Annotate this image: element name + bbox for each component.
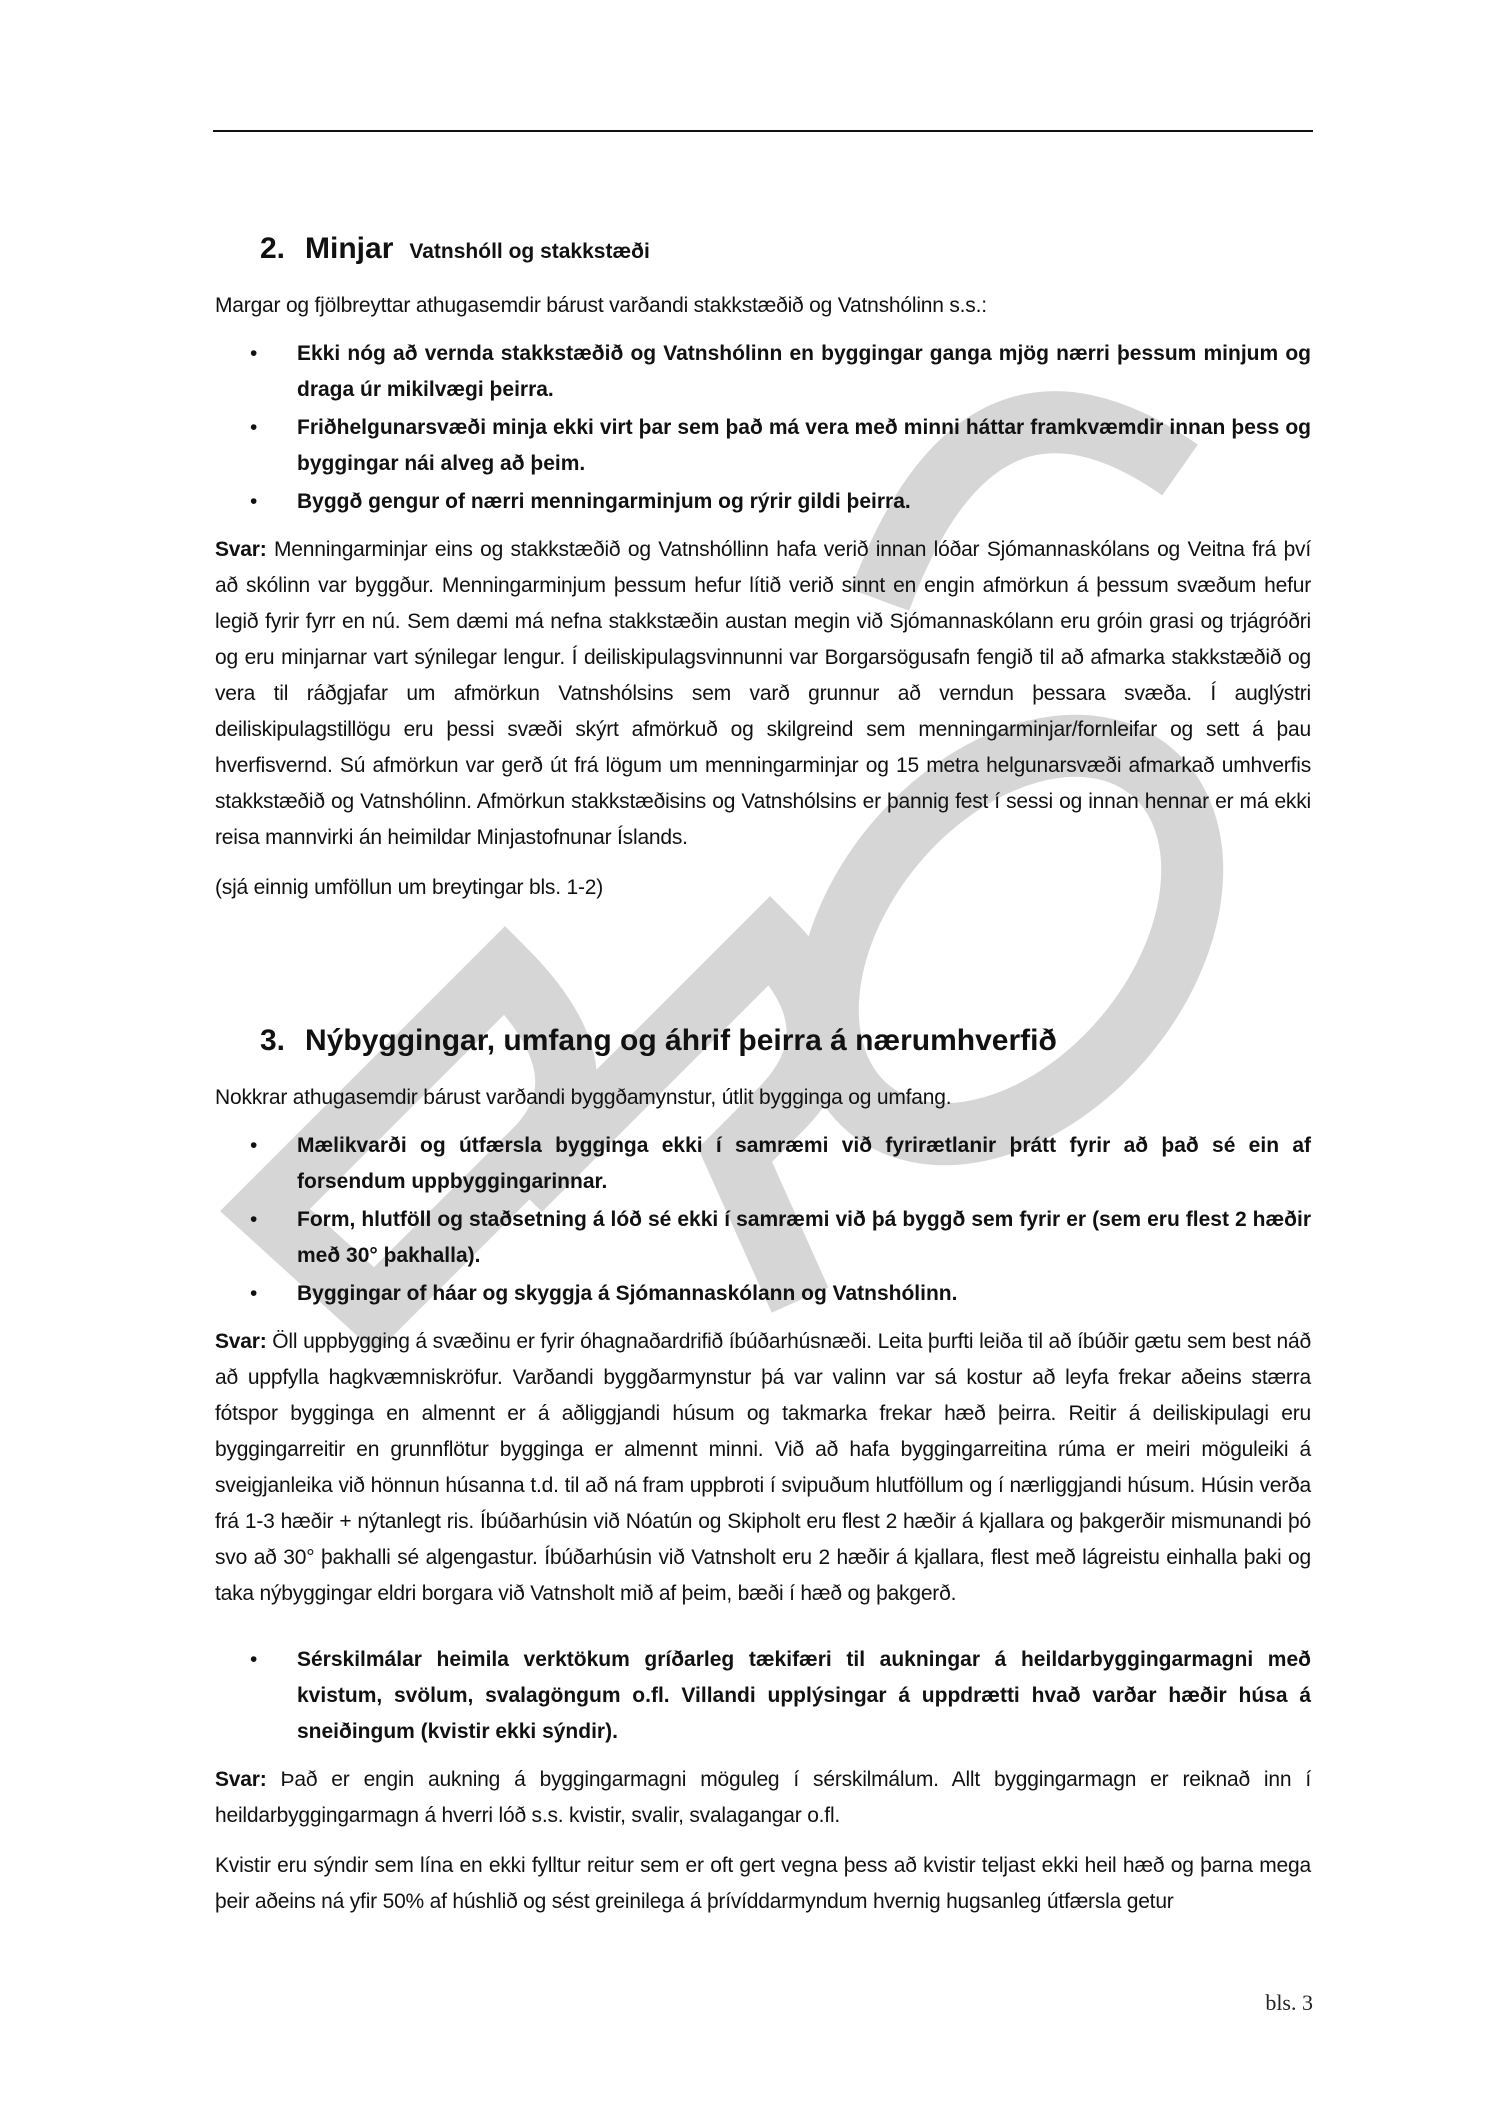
answer-label: Svar: xyxy=(215,1330,267,1353)
section-3-paragraph-kvistir: Kvistir eru sýndir sem lína en ekki fylltur reitur sem er oft gert vegna þess að kvistir teljast ekki heil hæð og þarna mega þeir aðeins ná yfir 50% af húshlið og sést greinilega á þrívíddarmyndum hvernig hugsanleg útfærsla getur xyxy=(215,1854,1311,1913)
list-item: • Byggð gengur of nærri menningarminjum og rýrir gildi þeirra. xyxy=(215,484,1311,520)
section-2-note: (sjá einnig umföllun um breytingar bls. 1-2) xyxy=(215,876,604,899)
section-3-number: 3. xyxy=(260,1024,286,1057)
list-item: • Sérskilmálar heimila verktökum gríðarleg tækifæri til aukningar á heildarbyggingarmagni með kvistum, svölum, svalagöngum o.fl. Villandi upplýsingar á uppdrætti hvað varðar hæðir húsa á sneiðingum (kvistir ekki sýndir). xyxy=(215,1642,1311,1750)
section-2-title: Minjar xyxy=(305,232,394,265)
section-2-intro: Margar og fjölbreyttar athugasemdir bárust varðandi stakkstæðið og Vatnshólinn s.s.: xyxy=(215,294,987,317)
list-item: • Friðhelgunarsvæði minja ekki virt þar sem það má vera með minni háttar framkvæmdir innan þess og byggingar nái alveg að þeim. xyxy=(215,410,1311,482)
bullet-icon: • xyxy=(250,1648,258,1671)
section-3-heading xyxy=(260,1024,1311,1058)
section-3-answer-1: Svar: Öll uppbygging á svæðinu er fyrir óhagnaðardrifið íbúðarhúsnæði. Leita þurfti leiða til að íbúðir gætu sem best náð að uppfylla hagkvæmniskröfur. Varðandi byggðarmynstur þá var valinn var sá kostur að leyfa frekar aðeins stærra fótspor bygginga en almennt er á aðliggjandi húsum og takmarka frekar hæð þeirra. Reitir á deiliskipulagi eru byggingarreitir en grunnflötur bygginga er almennt minni. Við að hafa byggingarreitina rúma er meiri möguleiki á sveigjanleika við hönnun húsanna t.d. til að ná fram uppbroti í svipuðum hlutföllum og í nærliggjandi húsum. Húsin verða frá 1-3 hæðir + nýtanlegt ris. Íbúðarhúsin við Nóatún og Skipholt eru flest 2 hæðir á kjallara og þakgerðir mismunandi þó svo að 30° þakhalli sé algengastur. Íbúðarhúsin við Vatnsholt eru 2 hæðir á kjallara, flest með lágreistu einhalla þaki og taka nýbyggingar eldri borgara við Vatnsholt mið af þeim, bæði í hæð og þakgerð. xyxy=(215,1330,1311,1605)
page-number: bls. 3 xyxy=(1265,1990,1313,2015)
section-3-bullet-list xyxy=(215,1128,1311,1312)
list-item: • Mælikvarði og útfærsla bygginga ekki í samræmi við fyrirætlanir þrátt fyrir að það sé ein af forsendum uppbyggingarinnar. xyxy=(215,1128,1311,1200)
section-2-heading xyxy=(260,232,1311,266)
section-3-bullet-list-2 xyxy=(215,1642,1311,1750)
section-2-subtitle: Vatnshóll og stakkstæði xyxy=(409,240,650,263)
section-3-title: Nýbyggingar, umfang og áhrif þeirra á nærumhverfið xyxy=(305,1024,1057,1057)
main-content xyxy=(215,232,1311,1920)
answer-label: Svar: xyxy=(215,1768,267,1791)
list-item: • Form, hlutföll og staðsetning á lóð sé ekki í samræmi við þá byggð sem fyrir er (sem eru flest 2 hæðir með 30° þakhalla). xyxy=(215,1202,1311,1274)
list-item: • Byggingar of háar og skyggja á Sjómannaskólann og Vatnshólinn. xyxy=(215,1276,1311,1312)
section-3-answer-2: Svar: Það er engin aukning á byggingarmagni möguleg í sérskilmálum. Allt byggingarmagn er reiknað inn í heildarbyggingarmagn á hverri lóð s.s. kvistir, svalir, svalagangar o.fl. xyxy=(215,1768,1311,1827)
bullet-icon: • xyxy=(250,416,258,439)
list-item: • Ekki nóg að vernda stakkstæðið og Vatnshólinn en byggingar ganga mjög nærri þessum minjum og draga úr mikilvægi þeirra. xyxy=(215,336,1311,408)
answer-label: Svar: xyxy=(215,538,267,561)
section-2-number: 2. xyxy=(260,232,286,265)
section-2-bullet-list xyxy=(215,336,1311,520)
bullet-icon: • xyxy=(250,490,258,513)
section-3-intro: Nokkrar athugasemdir bárust varðandi byggðamynstur, útlit bygginga og umfang. xyxy=(215,1086,952,1109)
bullet-icon: • xyxy=(250,1134,258,1157)
bullet-icon: • xyxy=(250,1282,258,1305)
header-rule xyxy=(213,130,1313,132)
bullet-icon: • xyxy=(250,342,258,365)
section-2-answer: Svar: Menningarminjar eins og stakkstæðið og Vatnshóllinn hafa verið innan lóðar Sjómannaskólans og Veitna frá því að skólinn var byggður. Menningarminjum þessum hefur lítið verið sinnt en engin afmörkun á þessum svæðum hefur legið fyrir fyrr en nú. Sem dæmi má nefna stakkstæðin austan megin við Sjómannaskólann eru gróin grasi og trjágróðri og eru minjarnar vart sýnilegar lengur. Í deiliskipulagsvinnunni var Borgarsögusafn fengið til að afmarka stakkstæðið og vera til ráðgjafar um afmörkun Vatnshólsins sem varð grunnur að verndun þessara svæða. Í auglýstri deiliskipulagstillögu eru þessi svæði skýrt afmörkuð og skilgreind sem menningarminjar/fornleifar og sett á þau hverfisvernd. Sú afmörkun var gerð út frá lögum um menningarminjar og 15 metra helgunarsvæði afmarkað umhverfis stakkstæðið og Vatnshólinn. Afmörkun stakkstæðisins og Vatnshólsins er þannig fest í sessi og innan hennar er má ekki reisa mannvirki án heimildar Minjastofnunar Íslands. xyxy=(215,538,1311,849)
bullet-icon: • xyxy=(250,1208,258,1231)
